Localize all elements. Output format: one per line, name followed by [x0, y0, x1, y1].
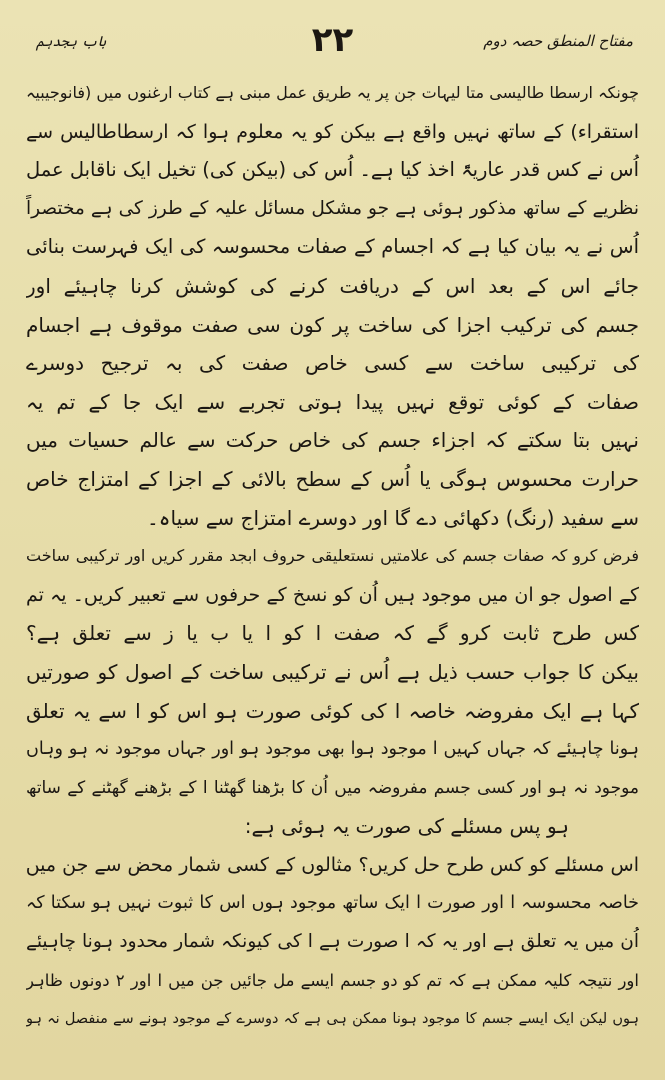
- text-line: اُس نے کس قدر عاریۃً اخذ کیا ہے۔ اُس کی (بیکن کی) تخیل ایک ناقابل عمل: [26, 158, 639, 182]
- text-line: اور نتیجہ کلیہ ممکن ہے کہ تم کو دو جسم ایسے مل جائیں جن میں ا اور ۲ دونوں ظاہر: [26, 970, 639, 990]
- text-line: اُس نے یہ بیان کیا ہے کہ اجسام کے صفات محسوسہ کی ایک فہرست بنائی: [26, 235, 639, 259]
- text-line: ہوں لیکن ایک ایسے جسم کا موجود ہونا ممکن ہی ہے کہ دوسرے کے موجود ہونے سے منفصل نہ ہو: [26, 1011, 639, 1028]
- header-book-title: مفتاح المنطق حصہ دوم: [483, 32, 633, 50]
- text-line: نظریے کے ساتھ مذکور ہوئی ہے جو مشکل مسائل علیہ کے طرز کی ہے مختصراً: [26, 197, 639, 219]
- text-line: خاصہ محسوسہ ا اور صورت ا ایک ساتھ موجود ہوں اس کا ثبوت نہیں ہو سکتا کہ: [26, 893, 639, 914]
- text-line: کس طرح ثابت کرو گے کہ صفت ا کو ا یا ب یا ز سے تعلق ہے؟: [26, 621, 639, 646]
- text-line: جسم کی ترکیب اجزا کی ساخت پر کون سی صفت موقوف ہے اجسام: [26, 312, 639, 337]
- text-line: موجود نہ ہو اور کسی جسم مفروضہ میں اُن کا بڑھنا گھٹنا ا کے بڑھنے گھٹنے کے ساتھ: [26, 777, 639, 798]
- text-line: کی ترکیبی ساخت سے کسی خاص صفت کی بہ ترجیح دوسرے: [26, 351, 639, 376]
- text-line: استقراء) کے ساتھ نہیں واقع ہے بیکن کو یہ معلوم ہوا کہ ارسطاطالیس سے: [26, 120, 639, 143]
- text-line: بیکن کا جواب حسب ذیل ہے اُس نے ترکیبی ساخت کے اصول کو صورتیں: [26, 659, 639, 684]
- text-line: کہا ہے ایک مفروضہ خاصہ ا کی کوئی صورت ہو اس کو ا سے یہ تعلق: [26, 698, 639, 723]
- text-line: ہونا چاہیئے کہ جہاں کہیں ا موجود ہوا بھی موجود ہو اور جہاں موجود نہ ہو وہاں: [26, 739, 639, 760]
- text-line: جائے اس کے بعد اس کے دریافت کرنے کی کوشش کرنا چاہیئے اور: [26, 273, 639, 298]
- header-chapter: باب ہجدہم: [36, 34, 107, 50]
- text-line: فرض کرو کہ صفات جسم کی علامتیں نستعلیقی حروف ابجد مقرر کریں اور ترکیبی ساخت: [26, 546, 639, 566]
- text-line: نہیں بتا سکتے کہ اجزاء جسم کی خاص حرکت سے عالم حسیات میں: [26, 428, 639, 453]
- text-line: کے اصول جو ان میں موجود ہیں اُن کو نسخ کے حرفوں سے تعبیر کریں۔ یہ تم: [26, 583, 639, 606]
- body-text: [26, 74, 639, 1039]
- text-line: سے سفید (رنگ) دکھائی دے گا اور دوسرے امتزاج سے سیاہ۔: [147, 505, 639, 530]
- page-number: ۲۲: [311, 20, 354, 60]
- text-line: چونکہ ارسطا طالیسی متا لیہات جن پر یہ طریق عمل مبنی ہے کتاب ارغنوں میں (فانوجیبیہ: [26, 83, 639, 102]
- text-line: اس مسئلے کو کس طرح حل کریں؟ مثالوں کے کسی شمار محض سے جن میں: [26, 853, 639, 876]
- text-line: حرارت محسوس ہوگی یا اُس کے سطح بالائی کے اجزا کے امتزاج خاص: [26, 466, 639, 491]
- running-header: [26, 18, 639, 74]
- text-line: اُن میں یہ تعلق ہے اور یہ کہ ا صورت ہے ا کی کیونکہ شمار محدود ہونا چاہیئے: [26, 931, 639, 953]
- text-line: ہو پس مسئلے کی صورت یہ ہوئی ہے:: [244, 814, 569, 839]
- text-line: صفات کے کوئی توقع نہیں پیدا ہوتی تجربے سے ایک جا کے تم یہ: [26, 389, 639, 414]
